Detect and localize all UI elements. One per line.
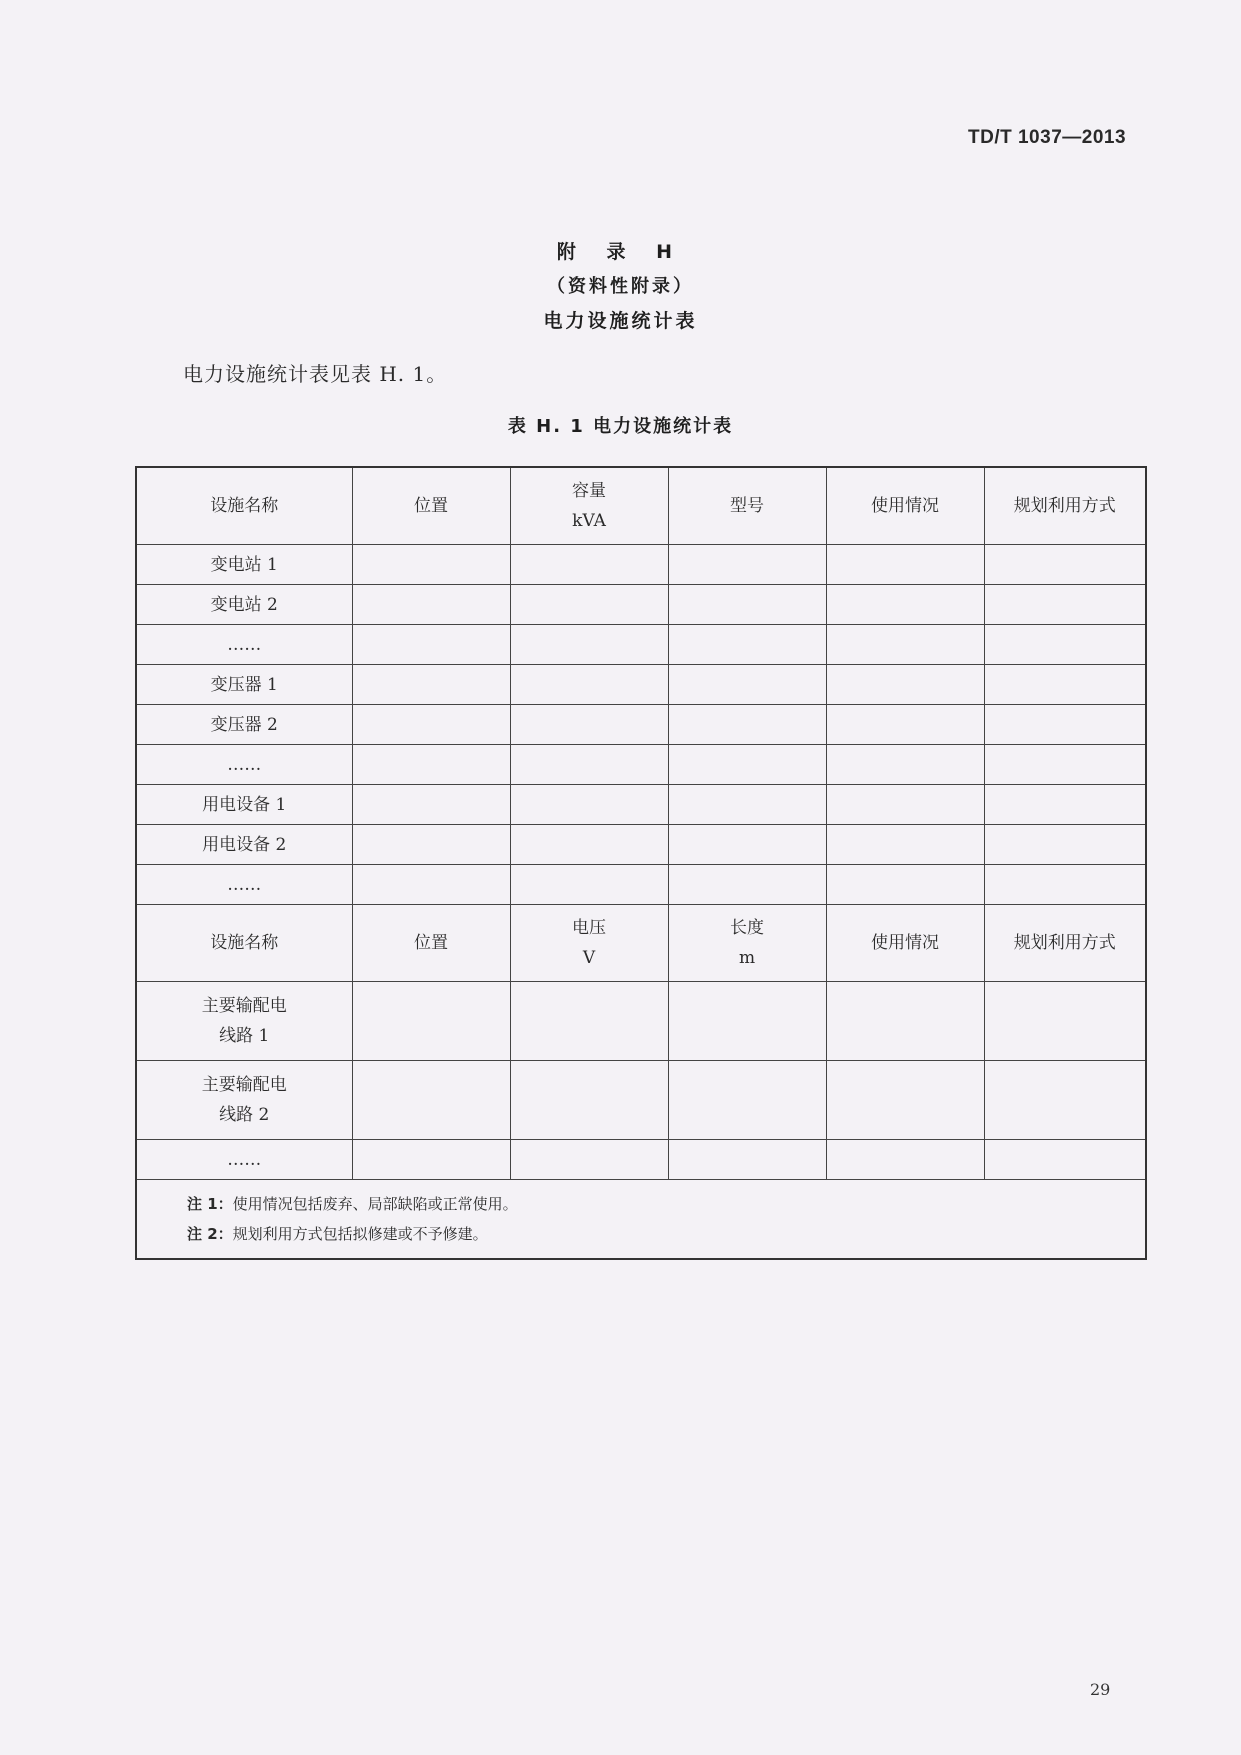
table-row bbox=[136, 865, 1146, 905]
intro-paragraph: 电力设施统计表见表 H. 1。 bbox=[183, 362, 448, 386]
table-row bbox=[136, 825, 1146, 865]
standard-code: TD/T 1037—2013 bbox=[968, 127, 1127, 148]
header-cell: 规划利用方式 bbox=[984, 467, 1146, 545]
empty-cell bbox=[352, 665, 510, 705]
empty-cell bbox=[668, 665, 826, 705]
facility-name-cell: …… bbox=[136, 1140, 352, 1180]
table-row bbox=[136, 665, 1146, 705]
header-voltage-unit: V bbox=[582, 948, 596, 968]
empty-cell bbox=[984, 982, 1146, 1061]
header-cell: 型号 bbox=[668, 467, 826, 545]
facility-name-cell bbox=[136, 1061, 352, 1140]
header-cell: 设施名称 bbox=[136, 467, 352, 545]
power-facility-table bbox=[135, 466, 1147, 1260]
header-cell: 位置 bbox=[352, 905, 510, 982]
empty-cell bbox=[510, 785, 668, 825]
empty-cell bbox=[668, 745, 826, 785]
header-length: 长度 bbox=[730, 918, 764, 938]
note-1 bbox=[187, 1189, 1141, 1219]
line-name-part: 线路 2 bbox=[219, 1105, 270, 1125]
empty-cell bbox=[668, 785, 826, 825]
table-row bbox=[136, 545, 1146, 585]
empty-cell bbox=[668, 705, 826, 745]
table-caption: 表 H. 1 电力设施统计表 bbox=[507, 416, 734, 437]
empty-cell bbox=[826, 745, 984, 785]
empty-cell bbox=[510, 585, 668, 625]
empty-cell bbox=[510, 865, 668, 905]
empty-cell bbox=[984, 745, 1146, 785]
table-notes-row bbox=[136, 1180, 1146, 1260]
header-length-unit: m bbox=[738, 948, 756, 968]
empty-cell bbox=[352, 785, 510, 825]
empty-cell bbox=[984, 545, 1146, 585]
page-number: 29 bbox=[1090, 1680, 1111, 1699]
empty-cell bbox=[668, 1061, 826, 1140]
empty-cell bbox=[826, 825, 984, 865]
appendix-title: 电力设施统计表 bbox=[543, 310, 698, 332]
table-row bbox=[136, 785, 1146, 825]
empty-cell bbox=[510, 545, 668, 585]
facility-name-cell: 变电站 1 bbox=[136, 545, 352, 585]
empty-cell bbox=[984, 1140, 1146, 1180]
empty-cell bbox=[668, 545, 826, 585]
empty-cell bbox=[984, 625, 1146, 665]
line-name-part: 线路 1 bbox=[219, 1026, 270, 1046]
facility-name-cell: 用电设备 2 bbox=[136, 825, 352, 865]
table-row bbox=[136, 1061, 1146, 1140]
empty-cell bbox=[352, 705, 510, 745]
empty-cell bbox=[668, 825, 826, 865]
empty-cell bbox=[352, 1140, 510, 1180]
line-name-part: 主要输配电 bbox=[201, 1075, 287, 1095]
empty-cell bbox=[668, 982, 826, 1061]
empty-cell bbox=[984, 1061, 1146, 1140]
empty-cell bbox=[826, 585, 984, 625]
empty-cell bbox=[984, 705, 1146, 745]
empty-cell bbox=[826, 865, 984, 905]
header-cell bbox=[510, 905, 668, 982]
note-label: 注 2： bbox=[187, 1225, 233, 1243]
table-row bbox=[136, 1140, 1146, 1180]
empty-cell bbox=[984, 665, 1146, 705]
empty-cell bbox=[984, 825, 1146, 865]
empty-cell bbox=[510, 665, 668, 705]
empty-cell bbox=[510, 1061, 668, 1140]
table-row bbox=[136, 745, 1146, 785]
empty-cell bbox=[352, 825, 510, 865]
empty-cell bbox=[352, 625, 510, 665]
empty-cell bbox=[984, 785, 1146, 825]
empty-cell bbox=[826, 625, 984, 665]
empty-cell bbox=[826, 545, 984, 585]
table-header-row-2 bbox=[136, 905, 1146, 982]
header-cell: 使用情况 bbox=[826, 905, 984, 982]
header-cell: 设施名称 bbox=[136, 905, 352, 982]
table-notes bbox=[136, 1180, 1146, 1260]
empty-cell bbox=[826, 982, 984, 1061]
table-header-row-1 bbox=[136, 467, 1146, 545]
facility-name-cell: 变压器 2 bbox=[136, 705, 352, 745]
header-cell bbox=[668, 905, 826, 982]
empty-cell bbox=[510, 825, 668, 865]
header-cell: 规划利用方式 bbox=[984, 905, 1146, 982]
table-row bbox=[136, 625, 1146, 665]
facility-name-cell: 变电站 2 bbox=[136, 585, 352, 625]
empty-cell bbox=[826, 1061, 984, 1140]
empty-cell bbox=[510, 982, 668, 1061]
facility-name-cell: 用电设备 1 bbox=[136, 785, 352, 825]
empty-cell bbox=[352, 982, 510, 1061]
facility-name-cell: …… bbox=[136, 745, 352, 785]
header-cell bbox=[510, 467, 668, 545]
table-row bbox=[136, 585, 1146, 625]
table-row bbox=[136, 982, 1146, 1061]
appendix-label: 附 录 H bbox=[556, 241, 685, 263]
empty-cell bbox=[984, 585, 1146, 625]
line-name-part: 主要输配电 bbox=[201, 996, 287, 1016]
header-voltage: 电压 bbox=[572, 918, 606, 938]
note-label: 注 1： bbox=[187, 1195, 233, 1213]
facility-name-cell: 变压器 1 bbox=[136, 665, 352, 705]
empty-cell bbox=[510, 625, 668, 665]
note-text: 规划利用方式包括拟修建或不予修建。 bbox=[232, 1225, 488, 1243]
facility-name-cell bbox=[136, 982, 352, 1061]
empty-cell bbox=[826, 1140, 984, 1180]
empty-cell bbox=[510, 705, 668, 745]
empty-cell bbox=[826, 665, 984, 705]
empty-cell bbox=[510, 1140, 668, 1180]
appendix-type: （资料性附录） bbox=[547, 276, 694, 297]
empty-cell bbox=[352, 1061, 510, 1140]
empty-cell bbox=[826, 785, 984, 825]
empty-cell bbox=[352, 585, 510, 625]
header-cell: 位置 bbox=[352, 467, 510, 545]
empty-cell bbox=[668, 1140, 826, 1180]
empty-cell bbox=[668, 585, 826, 625]
header-capacity-unit: kVA bbox=[572, 511, 606, 531]
note-2 bbox=[187, 1219, 1141, 1249]
empty-cell bbox=[984, 865, 1146, 905]
empty-cell bbox=[668, 865, 826, 905]
empty-cell bbox=[352, 545, 510, 585]
empty-cell bbox=[668, 625, 826, 665]
facility-name-cell: …… bbox=[136, 625, 352, 665]
header-capacity: 容量 bbox=[572, 481, 606, 501]
note-text: 使用情况包括废弃、局部缺陷或正常使用。 bbox=[232, 1195, 518, 1213]
empty-cell bbox=[352, 865, 510, 905]
empty-cell bbox=[826, 705, 984, 745]
empty-cell bbox=[510, 745, 668, 785]
header-cell: 使用情况 bbox=[826, 467, 984, 545]
empty-cell bbox=[352, 745, 510, 785]
table-row bbox=[136, 705, 1146, 745]
facility-name-cell: …… bbox=[136, 865, 352, 905]
